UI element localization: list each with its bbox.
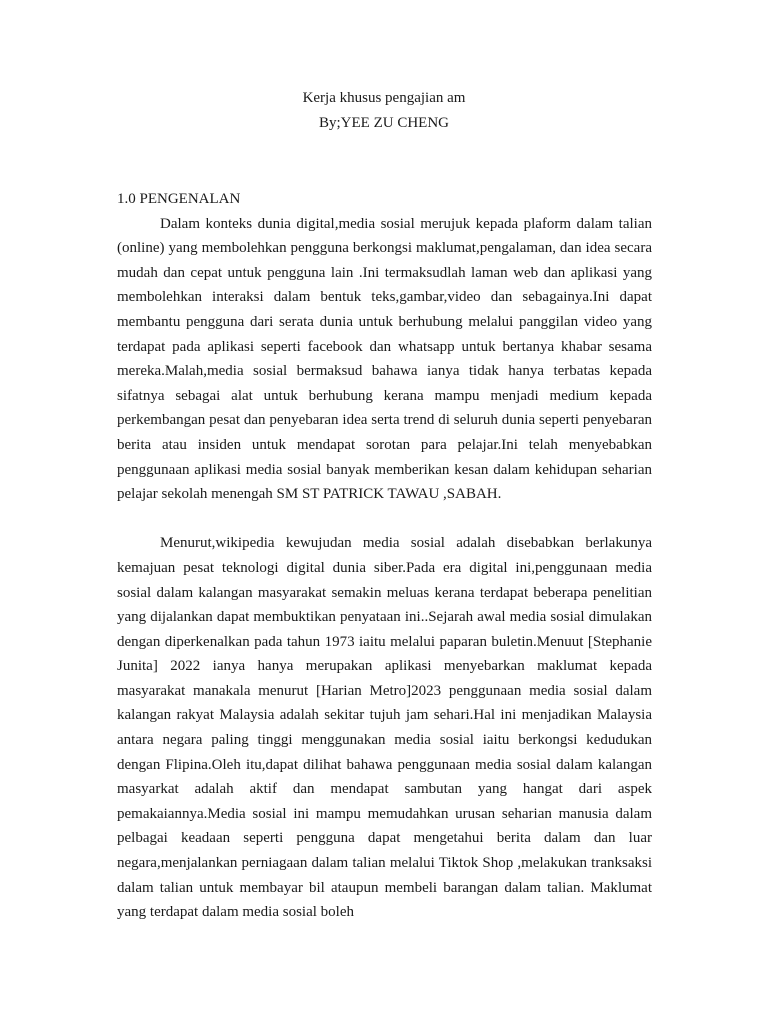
author-line: By;YEE ZU CHENG bbox=[319, 115, 449, 131]
paragraph-spacer bbox=[117, 507, 652, 532]
title-block bbox=[0, 86, 768, 136]
paragraph-history: Menurut,wikipedia kewujudan media sosial adalah disebabkan berlakunya kemajuan pesat teknologi digital dunia siber.Pada era digital ini,penggunaan media sosial dalam kalangan masyarakat semakin meluas kerana terdapat beberapa penelitian yang dijalankan dapat membuktikan penyataan ini..Sejarah awal media sosial dimulakan dengan diperkenalkan pada tahun 1973 iaitu melalui paparan buletin.Menuut [Stephanie Junita] 2022 ianya hanya merupakan aplikasi menyebarkan maklumat kepada masyarakat manakala menurut [Harian Metro]2023 penggunaan media sosial dalam kalangan rakyat Malaysia adalah sekitar tujuh jam sehari.Hal ini menjadikan Malaysia antara negara paling tinggi menggunakan media sosial iaitu berkongsi kedudukan dengan Flipina.Oleh itu,dapat dilihat bahawa penggunaan media sosial dalam kalangan masyarkat adalah aktif dan mendapat sambutan yang hangat dari aspek pemakaiannya.Media sosial ini mampu memudahkan urusan seharian manusia dalam pelbagai keadaan seperti pengguna dapat mengetahui berita dalam dan luar negara,menjalankan perniagaan dalam talian melalui Tiktok Shop ,melakukan tranksaksi dalam talian untuk membayar bil ataupun membeli barangan dalam talian. Maklumat yang terdapat dalam media sosial boleh bbox=[117, 535, 652, 921]
document-body bbox=[117, 187, 652, 925]
section-heading: 1.0 PENGENALAN bbox=[117, 191, 241, 207]
paragraph-introduction: Dalam konteks dunia digital,media sosial merujuk kepada plaform dalam talian (online) yang membolehkan pengguna berkongsi maklumat,pengalaman, dan idea secara mudah dan cepat untuk pengguna lain .Ini termaksudlah laman web dan aplikasi yang membolehkan interaksi dalam bentuk teks,gambar,video dan sebagainya.Ini dapat membantu pengguna dari serata dunia untuk berhubung melalui panggilan video yang terdapat pada aplikasi seperti facebook dan whatsapp untuk bertanya khabar sesama mereka.Malah,media sosial bermaksud bahawa ianya tidak hanya terbatas kepada sifatnya sebagai alat untuk berhubung kerana mampu menjadi medium kepada perkembangan pesat dan penyebaran idea serta trend di seluruh dunia seperti penyebaran berita atau insiden untuk mendapat sorotan para pelajar.Ini telah menyebabkan penggunaan aplikasi media sosial banyak memberikan kesan dalam kehidupan seharian pelajar sekolah menengah SM ST PATRICK TAWAU ,SABAH. bbox=[117, 215, 652, 503]
document-title: Kerja khusus pengajian am bbox=[302, 90, 466, 106]
